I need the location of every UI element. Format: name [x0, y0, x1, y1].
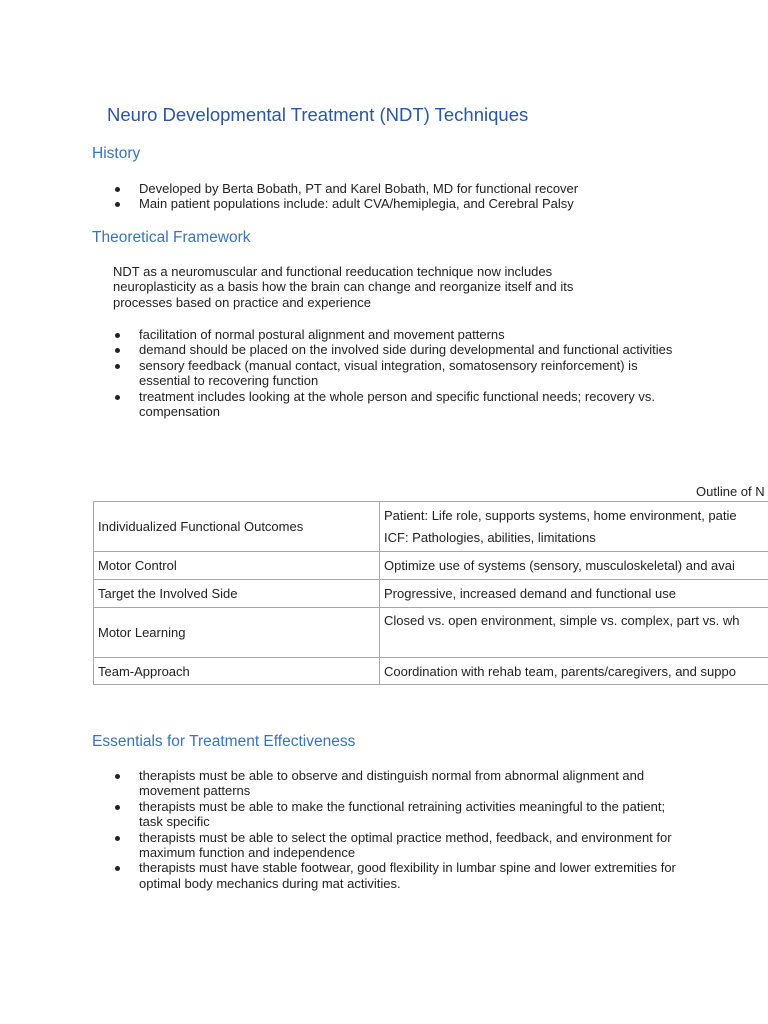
list-item: therapists must be able to observe and distinguish normal from abnormal alignment and movement patterns [110, 768, 680, 799]
table-row [94, 658, 768, 685]
list-item: sensory feedback (manual contact, visual integration, somatosensory reinforcement) is essential to recovering function [110, 358, 680, 389]
table-cell-value [380, 502, 768, 552]
table-cell-line: Patient: Life role, supports systems, home environment, patie [384, 507, 737, 523]
table-cell-label: Individualized Functional Outcomes [94, 502, 380, 552]
list-item: therapists must be able to make the functional retraining activities meaningful to the patient; task specific [110, 799, 680, 830]
table-cell-label: Team-Approach [94, 658, 380, 685]
outline-table [93, 501, 768, 685]
framework-list [110, 327, 680, 419]
table-cell-label: Target the Involved Side [94, 580, 380, 608]
table-cell-value: Coordination with rehab team, parents/caregivers, and suppo [380, 658, 768, 685]
page-title: Neuro Developmental Treatment (NDT) Techniques [107, 104, 529, 125]
list-item: therapists must have stable footwear, good flexibility in lumbar spine and lower extremities for optimal body mechanics during mat activities. [110, 860, 680, 891]
list-item: Developed by Berta Bobath, PT and Karel Bobath, MD for functional recover [110, 181, 670, 196]
table-cell-value: Optimize use of systems (sensory, musculoskeletal) and avai [380, 552, 768, 580]
history-list [110, 181, 670, 212]
table-caption: Outline of N [696, 484, 765, 499]
framework-heading: Theoretical Framework [92, 229, 251, 246]
list-item: facilitation of normal postural alignment and movement patterns [110, 327, 680, 342]
table-row [94, 580, 768, 608]
table-row [94, 502, 768, 552]
list-item: Main patient populations include: adult CVA/hemiplegia, and Cerebral Palsy [110, 196, 670, 211]
essentials-list [110, 768, 680, 891]
table-cell-label: Motor Control [94, 552, 380, 580]
table-cell-line: ICF: Pathologies, abilities, limitations [384, 529, 596, 545]
essentials-heading: Essentials for Treatment Effectiveness [92, 733, 356, 750]
table-cell-value: Closed vs. open environment, simple vs. complex, part vs. wh [380, 608, 768, 658]
history-heading: History [92, 145, 141, 162]
list-item: treatment includes looking at the whole person and specific functional needs; recovery vs. compensation [110, 389, 680, 420]
table-row [94, 552, 768, 580]
framework-paragraph: NDT as a neuromuscular and functional reeducation technique now includes neuroplasticity as a basis how the brain can change and reorganize itself and its processes based on practice and experience [113, 264, 574, 310]
table-row [94, 608, 768, 658]
table-cell-label: Motor Learning [94, 608, 380, 658]
table-cell-value: Progressive, increased demand and functional use [380, 580, 768, 608]
list-item: demand should be placed on the involved side during developmental and functional activities [110, 342, 680, 357]
list-item: therapists must be able to select the optimal practice method, feedback, and environment for maximum function and independence [110, 830, 680, 861]
